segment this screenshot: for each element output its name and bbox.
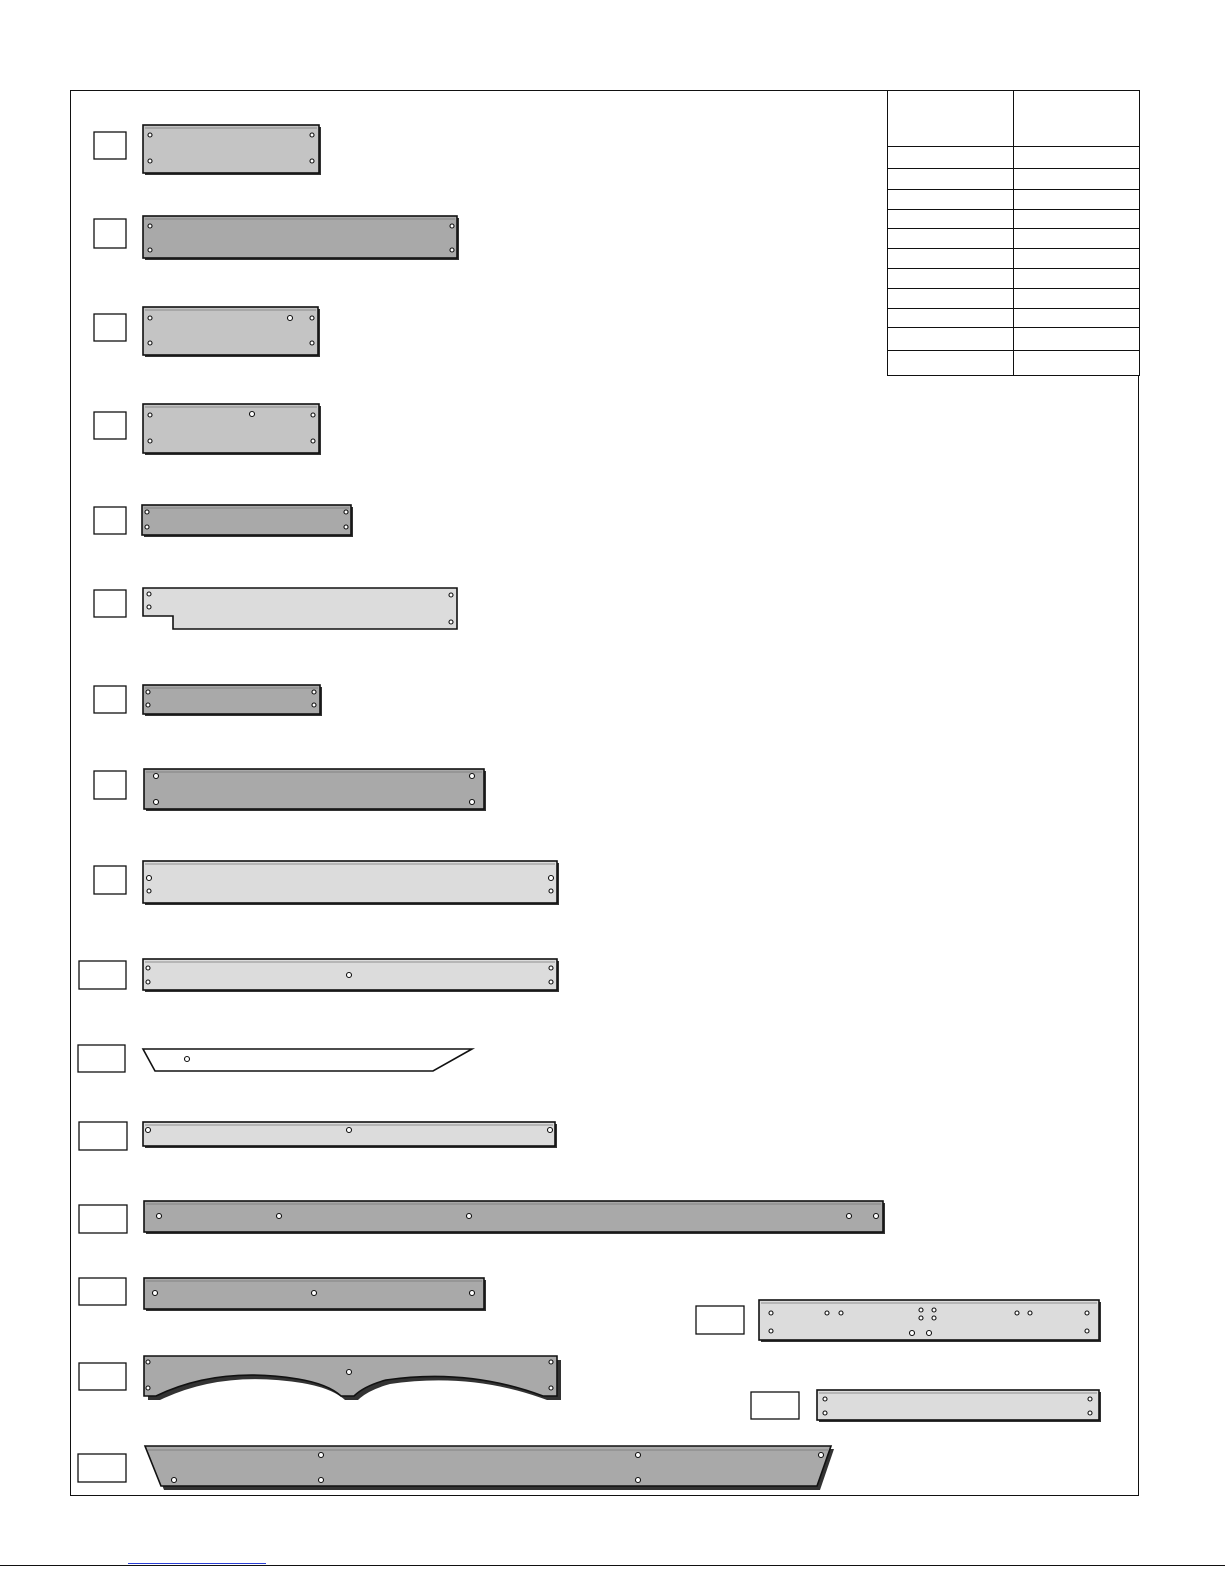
screw-hole	[145, 510, 149, 514]
parts-table-cell	[888, 327, 1014, 350]
screw-hole	[148, 341, 152, 345]
screw-hole	[1085, 1311, 1089, 1315]
screw-hole	[449, 620, 453, 624]
screw-hole	[874, 1214, 879, 1219]
part-11	[78, 1045, 472, 1072]
screw-hole	[146, 1386, 150, 1390]
screw-hole	[344, 525, 348, 529]
screw-hole	[932, 1316, 936, 1320]
screw-hole	[147, 876, 152, 881]
screw-hole	[549, 876, 554, 881]
parts-table-row	[888, 229, 1140, 248]
screw-hole	[319, 1453, 324, 1458]
screw-hole	[470, 1291, 475, 1296]
parts-table-cell	[888, 229, 1014, 248]
part-label-box	[696, 1306, 744, 1334]
parts-table-cell	[888, 350, 1014, 375]
screw-hole	[153, 1291, 158, 1296]
part-12	[79, 1122, 557, 1150]
part-9	[94, 861, 559, 905]
screw-hole	[769, 1311, 773, 1315]
screw-hole	[147, 605, 151, 609]
screw-hole	[148, 133, 152, 137]
board	[144, 1201, 883, 1232]
screw-hole	[470, 800, 475, 805]
part-label-box	[94, 507, 126, 534]
screw-hole	[450, 248, 454, 252]
part-15	[79, 1356, 561, 1400]
screw-hole	[847, 1214, 852, 1219]
parts-table-cell	[888, 288, 1014, 308]
parts-table-row	[888, 268, 1140, 288]
screw-hole	[157, 1214, 162, 1219]
screw-hole	[288, 316, 293, 321]
screw-hole	[312, 703, 316, 707]
screw-hole	[154, 774, 159, 779]
part-label-box	[79, 961, 126, 989]
parts-table-cell	[888, 210, 1014, 229]
part-label-box	[94, 771, 126, 799]
footer-link[interactable]	[128, 1549, 266, 1564]
board	[144, 1356, 557, 1396]
part-3	[94, 307, 320, 357]
part-8	[94, 769, 486, 811]
board	[143, 685, 320, 714]
board	[145, 1446, 831, 1486]
screw-hole	[470, 774, 475, 779]
screw-hole	[919, 1316, 923, 1320]
screw-hole	[277, 1214, 282, 1219]
board	[143, 1122, 555, 1146]
part-label-box	[751, 1392, 799, 1419]
parts-table-cell	[888, 308, 1014, 327]
screw-hole	[549, 889, 553, 893]
parts-table-cell	[888, 268, 1014, 288]
screw-hole	[1085, 1329, 1089, 1333]
screw-hole	[819, 1453, 824, 1458]
screw-hole	[148, 159, 152, 163]
screw-hole	[636, 1453, 641, 1458]
parts-table-cell	[1014, 169, 1140, 190]
part-label-box	[94, 412, 126, 439]
part-label-box	[79, 1363, 126, 1390]
part-label-box	[79, 1205, 127, 1233]
screw-hole	[310, 133, 314, 137]
parts-table-header-cell	[888, 91, 1014, 147]
part-label-box	[94, 866, 126, 894]
board	[143, 1049, 472, 1071]
screw-hole	[148, 439, 152, 443]
part-10	[79, 959, 559, 992]
screw-hole	[927, 1331, 932, 1336]
part-label-box	[94, 132, 126, 159]
screw-hole	[823, 1397, 827, 1401]
screw-hole	[825, 1311, 829, 1315]
screw-hole	[347, 1370, 352, 1375]
part-16	[78, 1446, 834, 1490]
part-14	[79, 1278, 486, 1311]
screw-hole	[347, 1128, 352, 1133]
parts-table-cell	[1014, 288, 1140, 308]
screw-hole	[310, 159, 314, 163]
part-label-box	[94, 590, 126, 617]
screw-hole	[148, 224, 152, 228]
screw-hole	[146, 980, 150, 984]
screw-hole	[310, 341, 314, 345]
part-17	[696, 1300, 1101, 1342]
screw-hole	[549, 966, 553, 970]
parts-table-row	[888, 288, 1140, 308]
parts-table-header-cell	[1014, 91, 1140, 147]
parts-table-cell	[1014, 248, 1140, 268]
part-label-box	[94, 314, 126, 341]
part-label-box	[78, 1454, 126, 1482]
parts-table-cell	[1014, 350, 1140, 375]
board	[143, 125, 319, 173]
parts-table-row	[888, 308, 1140, 327]
part-1	[94, 125, 321, 175]
screw-hole	[1015, 1311, 1019, 1315]
parts-table-cell	[1014, 190, 1140, 210]
part-13	[79, 1201, 885, 1234]
screw-hole	[312, 690, 316, 694]
screw-hole	[450, 224, 454, 228]
screw-hole	[823, 1411, 827, 1415]
screw-hole	[146, 1360, 150, 1364]
board	[143, 307, 318, 355]
screw-hole	[549, 1386, 553, 1390]
screw-hole	[312, 1291, 317, 1296]
screw-hole	[154, 800, 159, 805]
board	[817, 1390, 1099, 1420]
screw-hole	[148, 316, 152, 320]
screw-hole	[919, 1308, 923, 1312]
screw-hole	[146, 690, 150, 694]
part-label-box	[94, 219, 126, 248]
part-5	[94, 505, 353, 537]
screw-hole	[145, 525, 149, 529]
screw-hole	[146, 1128, 151, 1133]
part-6	[94, 588, 457, 629]
screw-hole	[250, 412, 255, 417]
parts-table-row	[888, 210, 1140, 229]
parts-table-cell	[888, 190, 1014, 210]
screw-hole	[910, 1331, 915, 1336]
footer-rule	[0, 1565, 1225, 1566]
parts-table-cell	[1014, 229, 1140, 248]
parts-table-header	[888, 91, 1140, 147]
screw-hole	[310, 316, 314, 320]
screw-hole	[311, 413, 315, 417]
screw-hole	[311, 439, 315, 443]
part-label-box	[78, 1045, 125, 1072]
board	[144, 769, 484, 809]
board	[143, 216, 457, 258]
screw-hole	[319, 1478, 324, 1483]
parts-table-row	[888, 327, 1140, 350]
screw-hole	[344, 510, 348, 514]
parts-table-cell	[1014, 210, 1140, 229]
parts-table-cell	[1014, 327, 1140, 350]
screw-hole	[1088, 1411, 1092, 1415]
parts-table-cell	[1014, 308, 1140, 327]
part-18	[751, 1390, 1101, 1422]
parts-table-cell	[1014, 147, 1140, 169]
screw-hole	[1088, 1397, 1092, 1401]
screw-hole	[146, 703, 150, 707]
screw-hole	[147, 592, 151, 596]
screw-hole	[467, 1214, 472, 1219]
screw-hole	[548, 1128, 553, 1133]
parts-table-row	[888, 248, 1140, 268]
screw-hole	[636, 1478, 641, 1483]
screw-hole	[932, 1308, 936, 1312]
screw-hole	[839, 1311, 843, 1315]
parts-table	[887, 90, 1140, 376]
board	[143, 861, 557, 903]
parts-table-row	[888, 190, 1140, 210]
part-label-box	[79, 1278, 126, 1305]
parts-table-row	[888, 147, 1140, 169]
parts-table-cell	[888, 169, 1014, 190]
screw-hole	[147, 889, 151, 893]
screw-hole	[146, 966, 150, 970]
part-4	[94, 404, 321, 455]
part-2	[94, 216, 459, 260]
screw-hole	[449, 593, 453, 597]
parts-table-cell	[888, 147, 1014, 169]
part-7	[94, 685, 322, 716]
parts-table-cell	[888, 248, 1014, 268]
part-label-box	[79, 1122, 127, 1150]
screw-hole	[549, 980, 553, 984]
parts-table-cell	[1014, 268, 1140, 288]
screw-hole	[347, 973, 352, 978]
screw-hole	[769, 1329, 773, 1333]
parts-table-row	[888, 169, 1140, 190]
screw-hole	[1028, 1311, 1032, 1315]
part-label-box	[94, 686, 126, 713]
screw-hole	[549, 1360, 553, 1364]
screw-hole	[148, 413, 152, 417]
screw-hole	[172, 1478, 177, 1483]
screw-hole	[185, 1057, 190, 1062]
board	[142, 505, 351, 535]
parts-table-row	[888, 350, 1140, 375]
board	[143, 404, 319, 453]
screw-hole	[148, 248, 152, 252]
board	[143, 588, 457, 629]
